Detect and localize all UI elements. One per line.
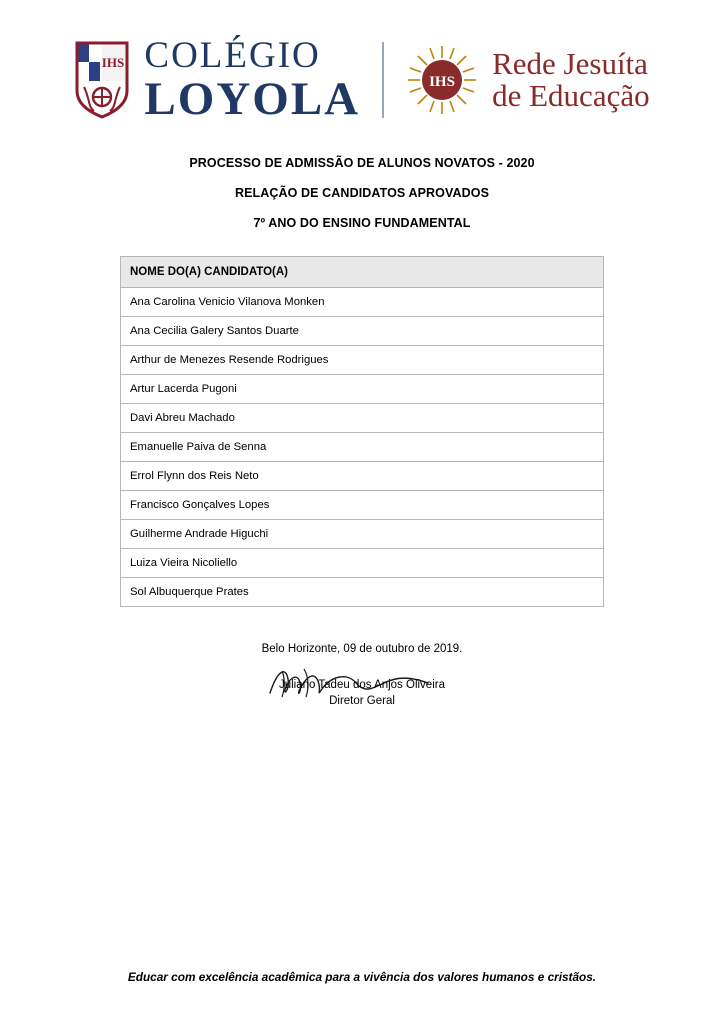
candidates-table-wrap (120, 256, 604, 607)
candidates-table (120, 256, 604, 607)
table-header-row (121, 257, 604, 288)
signature-block (0, 679, 724, 735)
candidate-name: Ana Carolina Venicio Vilanova Monken (121, 288, 604, 317)
table-row (121, 520, 604, 549)
signer-role: Diretor Geral (329, 695, 395, 707)
place-and-date: Belo Horizonte, 09 de outubro de 2019. (261, 643, 463, 655)
institutional-motto: Educar com excelência acadêmica para a vivência dos valores humanos e cristãos. (127, 970, 597, 984)
title-line-3: 7º ANO DO ENSINO FUNDAMENTAL (253, 216, 471, 230)
title-line-2: RELAÇÃO DE CANDIDATOS APROVADOS (234, 186, 490, 200)
svg-text:IHS: IHS (102, 55, 125, 70)
crest-icon (74, 41, 130, 119)
table-row (121, 404, 604, 433)
colegio-loyola-logo (74, 37, 360, 123)
logo-divider (382, 42, 384, 118)
table-row (121, 491, 604, 520)
candidate-name: Emanuelle Paiva de Senna (121, 433, 604, 462)
sunburst-ihs-icon (406, 44, 478, 116)
network-line1: Rede Jesuíta (492, 46, 648, 82)
svg-text:IHS: IHS (429, 74, 456, 90)
candidate-name: Arthur de Menezes Resende Rodrigues (121, 346, 604, 375)
network-wordmark (492, 48, 649, 111)
table-row (121, 317, 604, 346)
rede-jesuita-logo (406, 44, 649, 116)
candidate-name: Sol Albuquerque Prates (121, 578, 604, 607)
candidate-name: Francisco Gonçalves Lopes (121, 491, 604, 520)
table-row (121, 433, 604, 462)
document-titles (0, 156, 724, 230)
candidate-name: Errol Flynn dos Reis Neto (121, 462, 604, 491)
title-line-1: PROCESSO DE ADMISSÃO DE ALUNOS NOVATOS - 2020 (189, 156, 535, 170)
network-line2: de Educação (492, 78, 650, 113)
table-row (121, 578, 604, 607)
candidate-name: Guilherme Andrade Higuchi (121, 520, 604, 549)
table-row (121, 346, 604, 375)
table-row (121, 375, 604, 404)
candidate-name: Artur Lacerda Pugoni (121, 375, 604, 404)
candidate-name: Luiza Vieira Nicoliello (121, 549, 604, 578)
school-wordmark (144, 37, 360, 123)
column-header-name: NOME DO(A) CANDIDATO(A) (121, 257, 604, 288)
candidate-name: Davi Abreu Machado (121, 404, 604, 433)
table-row (121, 549, 604, 578)
school-name-line2: LOYOLA (144, 73, 361, 125)
document-header (0, 0, 724, 130)
signer-name: Juliano Tadeu dos Anjos Oliveira (278, 679, 445, 691)
table-row (121, 288, 604, 317)
school-name-line1: COLÉGIO (144, 35, 321, 76)
candidate-name: Ana Cecilia Galery Santos Duarte (121, 317, 604, 346)
table-row (121, 462, 604, 491)
